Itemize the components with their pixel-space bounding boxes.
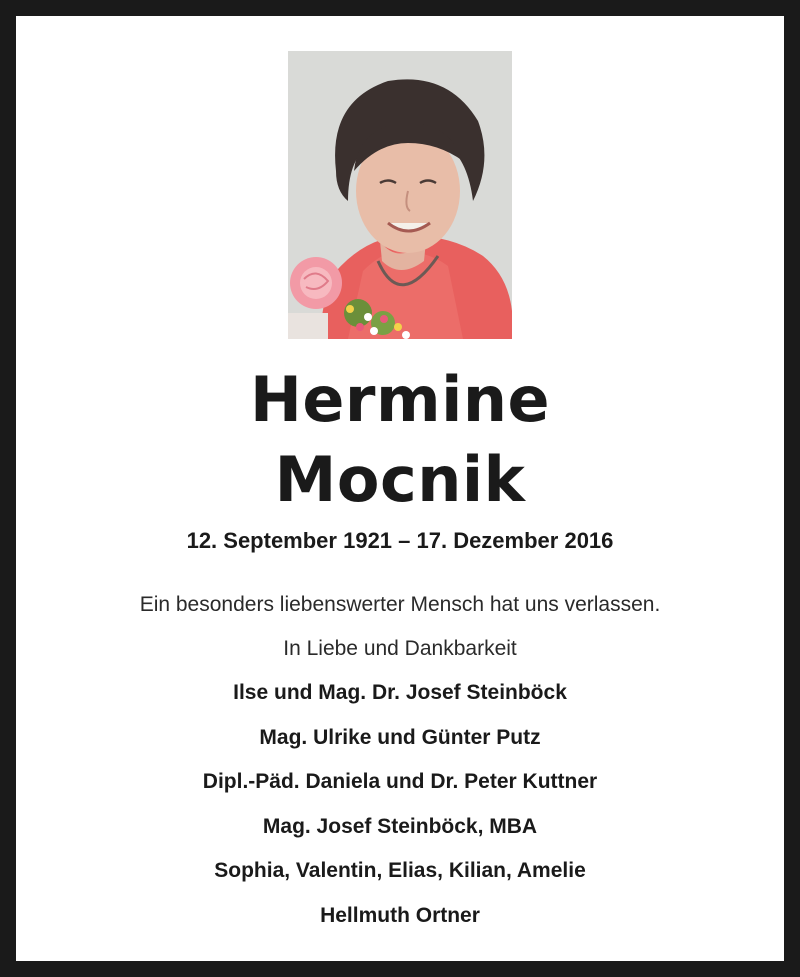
life-dates: 12. September 1921 – 17. Dezember 2016 [186,528,614,553]
mourner-entry: Mag. Josef Steinböck, MBA [262,814,538,838]
mourner-entry: Dipl.-Päd. Daniela und Dr. Peter Kuttner [202,770,598,793]
mourner-entry: Mag. Ulrike und Günter Putz [259,725,541,749]
deceased-first-name: Hermine [249,363,551,436]
mourner-entry: Hellmuth Ortner [320,903,480,927]
mourners-list [16,678,784,945]
mourner-entry: Ilse und Mag. Dr. Josef Steinböck [233,681,567,704]
farewell-message: Ein besonders liebenswerter Mensch hat uns verlassen. [139,593,661,616]
mourner-entry: Sophia, Valentin, Elias, Kilian, Amelie [214,859,586,882]
deceased-last-name: Mocnik [274,443,526,516]
portrait-photo [288,51,512,339]
gratitude-line: In Liebe und Dankbarkeit [283,637,517,660]
